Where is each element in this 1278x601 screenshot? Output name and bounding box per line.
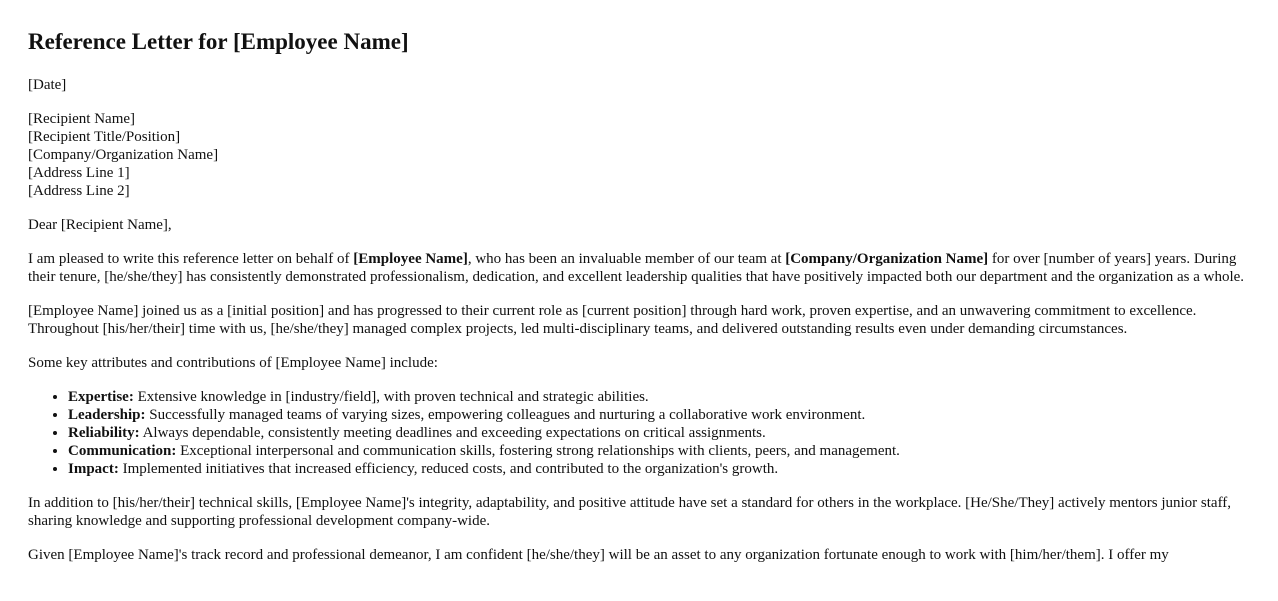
address-line: [Company/Organization Name] <box>28 147 219 163</box>
list-item <box>68 442 1250 460</box>
attribute-label: Reliability: <box>68 425 140 441</box>
attribute-label: Communication: <box>68 443 177 459</box>
attribute-label: Expertise: <box>68 389 134 405</box>
list-item <box>68 388 1250 406</box>
paragraph-text: for over [number of years] years. During their tenure, [he/she/they] has consistently demonstrated professionalism, dedication, and excellent leadership qualities that have positively impacted both our department and the organization as a whole. <box>28 251 1245 285</box>
attribute-text: Exceptional interpersonal and communication skills, fostering strong relationships with clients, peers, and management. <box>176 443 900 459</box>
letter-title: Reference Letter for [Employee Name] <box>28 29 409 54</box>
list-item <box>68 406 1250 424</box>
attribute-label: Impact: <box>68 461 119 477</box>
list-item <box>68 424 1250 442</box>
attribute-text: Implemented initiatives that increased efficiency, reduced costs, and contributed to the organization's growth. <box>118 461 779 477</box>
address-line: [Recipient Title/Position] <box>28 129 181 145</box>
letter-page <box>28 0 1250 564</box>
address-line: [Address Line 1] <box>28 165 130 181</box>
recipient-address <box>28 110 1250 200</box>
attribute-text: Successfully managed teams of varying sizes, empowering colleagues and nurturing a collaborative work environment. <box>145 407 866 423</box>
paragraph-closing: Given [Employee Name]'s track record and professional demeanor, I am confident [he/she/they] will be an asset to any organization fortunate enough to work with [him/her/them]. I offer my <box>28 547 1169 563</box>
paragraph-career: [Employee Name] joined us as a [initial position] and has progressed to their current role as [current position] through hard work, proven expertise, and an unwavering commitment to excellence. Throughout [his/her/their] time with us, [he/she/they] managed complex projects, led multi-disciplinary teams, and delivered outstanding results even under demanding circumstances. <box>28 303 1197 337</box>
paragraph-intro <box>28 250 1250 286</box>
paragraph-text: I am pleased to write this reference letter on behalf of <box>28 251 354 267</box>
company-name-bold: [Company/Organization Name] <box>785 251 989 267</box>
paragraph-text: , who has been an invaluable member of our team at <box>467 251 786 267</box>
attribute-text: Always dependable, consistently meeting deadlines and exceeding expectations on critical assignments. <box>139 425 766 441</box>
letter-date: [Date] <box>28 77 67 93</box>
attributes-list <box>28 388 1250 478</box>
employee-name-bold: [Employee Name] <box>353 251 468 267</box>
paragraph-character: In addition to [his/her/their] technical skills, [Employee Name]'s integrity, adaptability, and positive attitude have set a standard for others in the workplace. [He/She/They] actively mentors junior staff, sharing knowledge and supporting professional development company-wide. <box>28 495 1232 529</box>
address-line: [Recipient Name] <box>28 111 136 127</box>
attributes-intro: Some key attributes and contributions of [Employee Name] include: <box>28 355 438 371</box>
address-line: [Address Line 2] <box>28 183 130 199</box>
attribute-text: Extensive knowledge in [industry/field], with proven technical and strategic abilities. <box>133 389 649 405</box>
list-item <box>68 460 1250 478</box>
salutation: Dear [Recipient Name], <box>28 217 172 233</box>
attribute-label: Leadership: <box>68 407 146 423</box>
